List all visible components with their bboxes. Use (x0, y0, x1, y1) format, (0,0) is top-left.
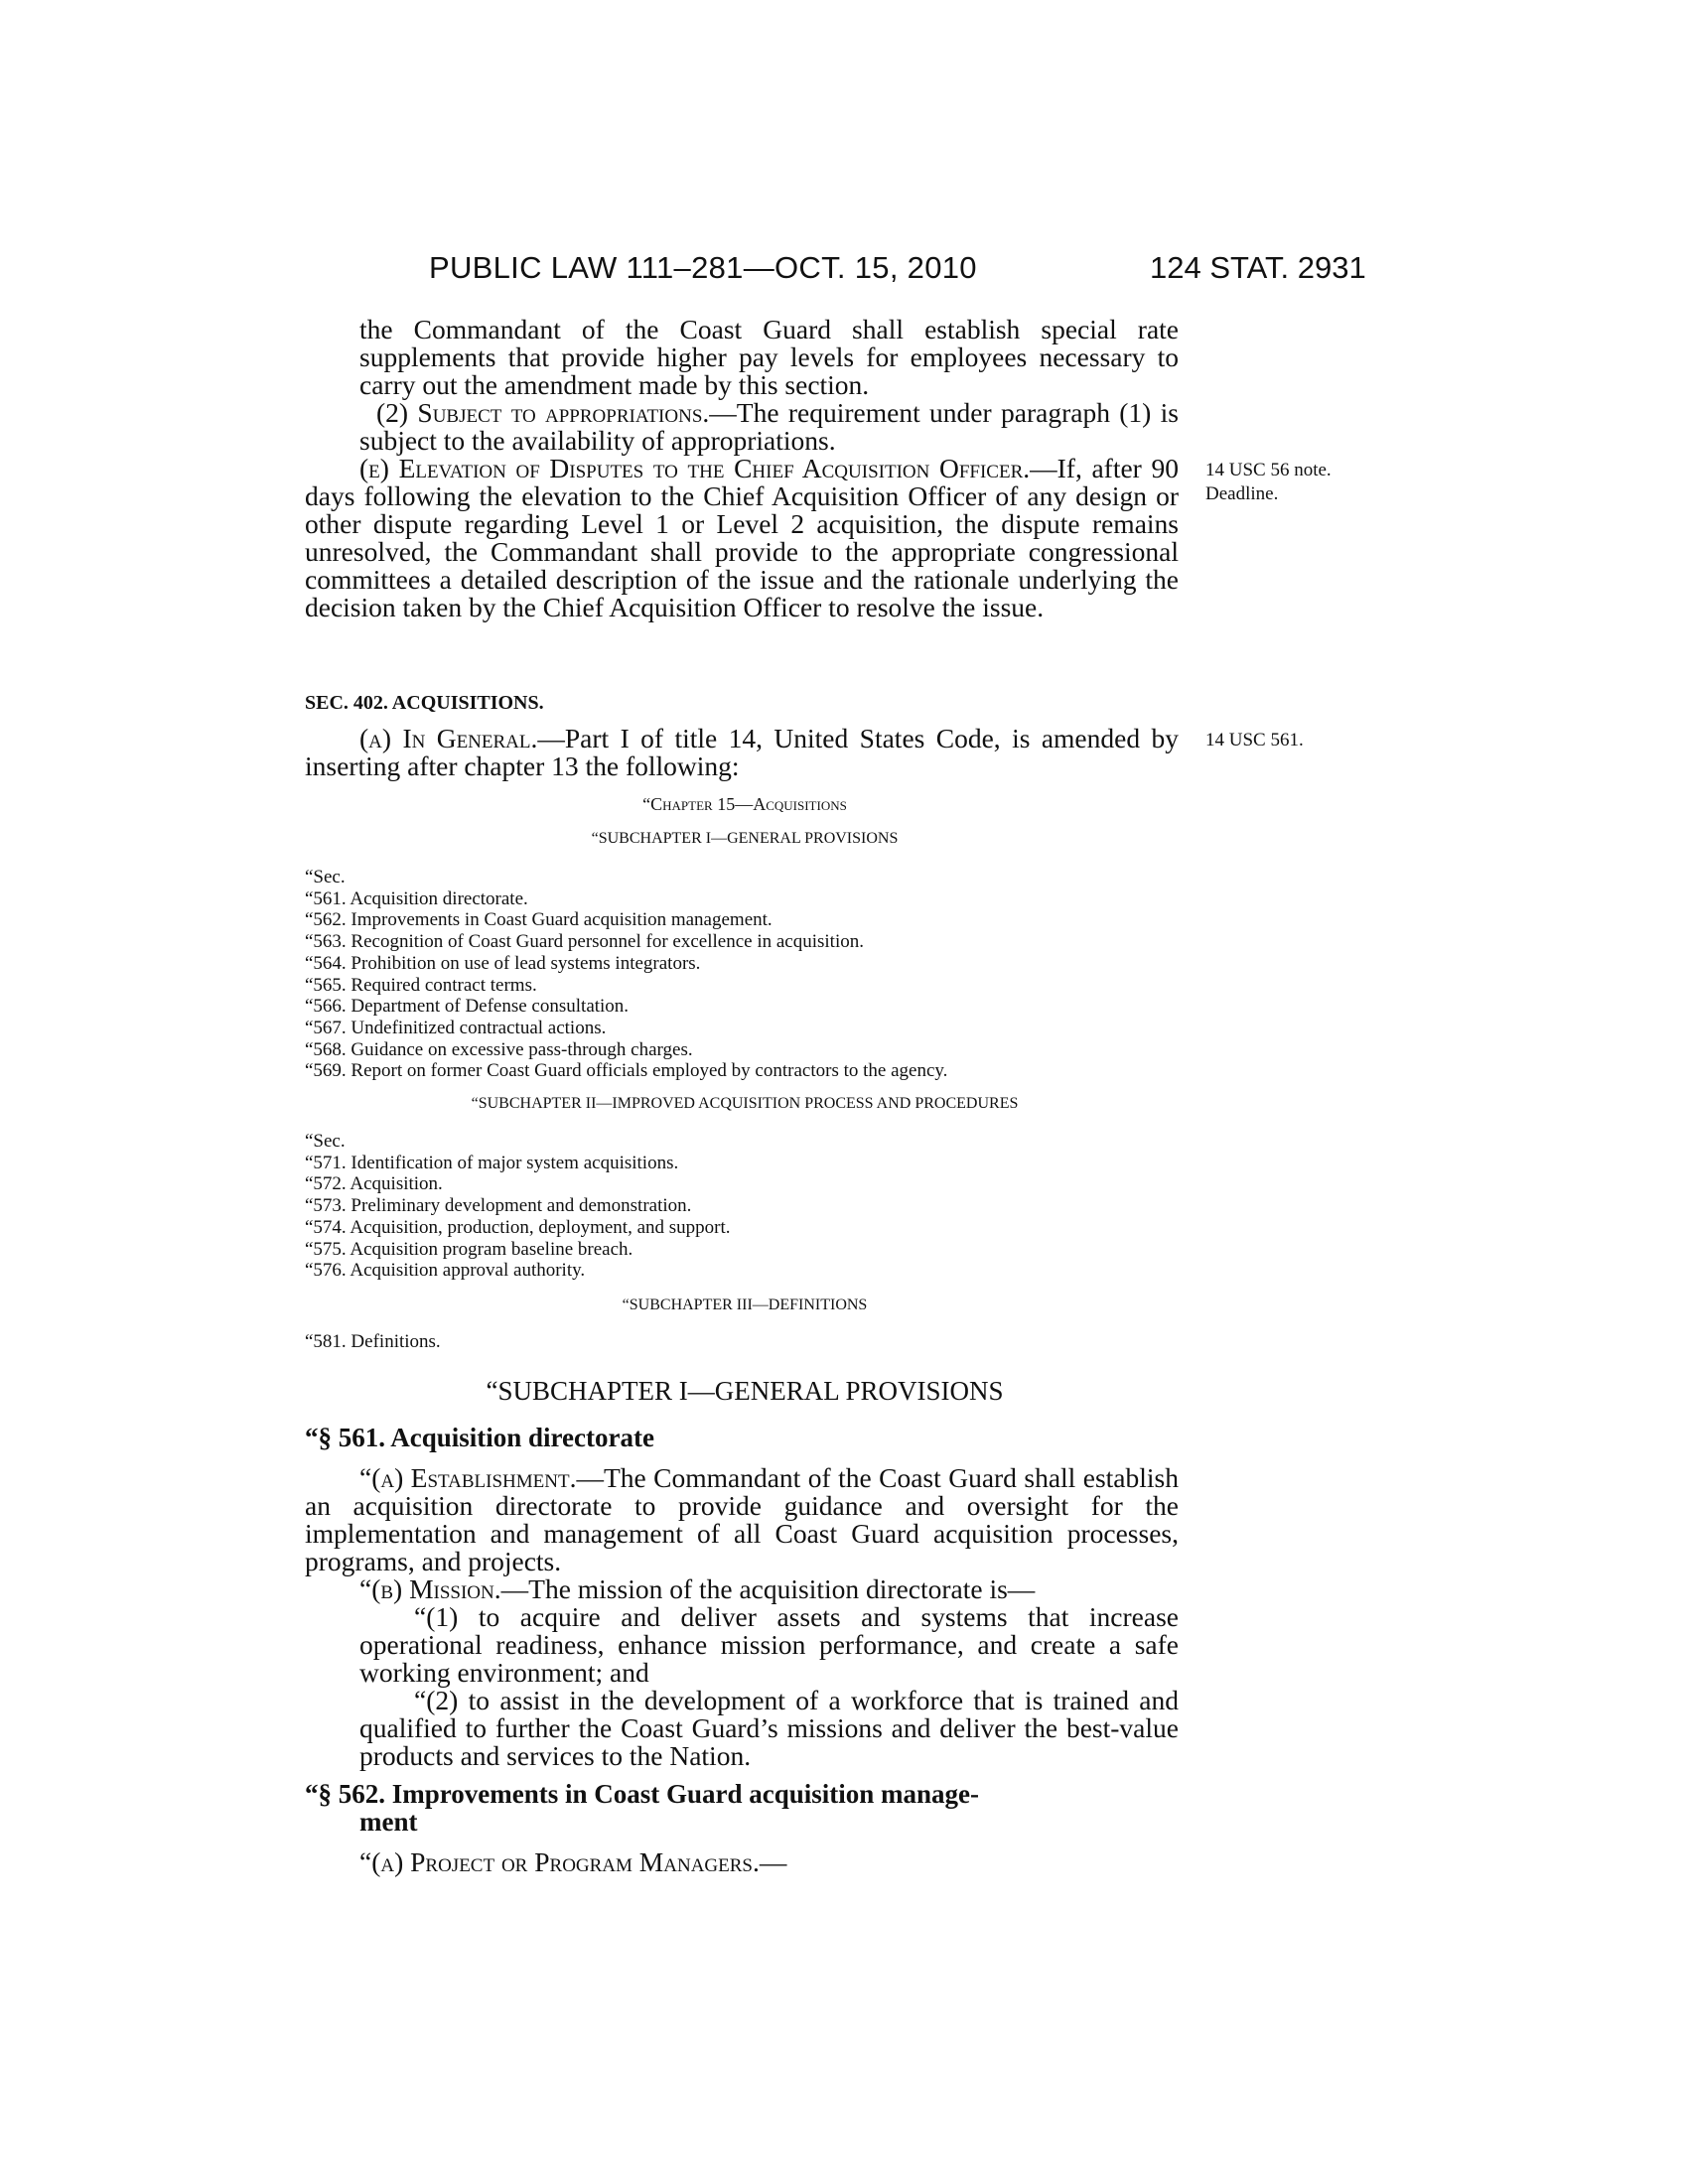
margin-note-14usc561: 14 USC 561. (1205, 730, 1304, 751)
sec402-in-general (305, 725, 1179, 780)
margin-note-14usc56 (1205, 459, 1332, 506)
subchapter-1-title: “SUBCHAPTER I—GENERAL PROVISIONS (486, 1376, 1004, 1406)
toc-item: “569. Report on former Coast Guard officials employed by contractors to the agency. (305, 1060, 948, 1082)
para-label: “(b) Mission. (359, 1573, 501, 1604)
para-text: —The requirement under paragraph (1) is subject to the availability of appropriations. (359, 397, 1180, 456)
margin-note-citation: 14 USC 56 note. (1205, 460, 1332, 480)
subchapter-3-toc-title: “SUBCHAPTER III—DEFINITIONS (622, 1297, 868, 1313)
toc-item: “564. Prohibition on use of lead systems integrators. (305, 952, 701, 974)
body-opening (305, 316, 1179, 621)
subchapter-2-toc-title: “SUBCHAPTER II—IMPROVED ACQUISITION PROCESS AND PROCEDURES (471, 1095, 1019, 1112)
toc-item: “567. Undefinitized contractual actions. (305, 1017, 607, 1038)
para-mission-1 (305, 1603, 1179, 1687)
margin-note-deadline: Deadline. (1205, 482, 1279, 504)
toc-item: “Sec. (305, 1131, 346, 1152)
para-label: (e) Elevation of Disputes to the Chief Acquisition Officer. (359, 453, 1031, 483)
para-label: (a) In General. (359, 723, 538, 753)
toc-subchapter-1-list (305, 867, 1198, 1082)
para-project-managers (305, 1848, 1179, 1876)
chapter-title: “Chapter 15—Acquisitions (642, 794, 847, 814)
toc-item: “563. Recognition of Coast Guard personnel for excellence in acquisition. (305, 931, 864, 953)
para-elevation-of-disputes (305, 455, 1179, 621)
running-head-stat: 124 STAT. 2931 (1150, 250, 1366, 285)
section-561-body (305, 1464, 1179, 1770)
section-heading: SEC. 402. ACQUISITIONS. (305, 692, 544, 714)
toc-item: “573. Preliminary development and demonstration. (305, 1195, 692, 1217)
section-562-title-line1: “§ 562. Improvements in Coast Guard acquisition manage- (305, 1779, 980, 1809)
toc-item: “572. Acquisition. (305, 1173, 443, 1195)
toc-item: “565. Required contract terms. (305, 974, 537, 996)
para-label: “(a) Project or Program Managers. (359, 1846, 760, 1877)
toc-item: “574. Acquisition, production, deployment, and support. (305, 1216, 731, 1238)
para-text: “(1) to acquire and deliver assets and systems that increase operational readiness, enhance mission performance, and create a safe working environment; and (359, 1601, 1179, 1688)
para-label: (2) Subject to appropriations. (376, 397, 710, 428)
toc-item: “Sec. (305, 867, 346, 887)
toc-item: “568. Guidance on excessive pass-through charges. (305, 1038, 693, 1060)
para-text: —The Commandant of the Coast Guard shall establish an acquisition directorate to provide guidance and oversight for the implementation and management of all Coast Guard acquisition processes, programs, and projects. (305, 1462, 1179, 1576)
para-text: —Part I of title 14, United States Code, is amended by inserting after chapter 13 the following: (305, 723, 1179, 781)
subchapter-1-toc-title: “SUBCHAPTER I—GENERAL PROVISIONS (591, 830, 899, 847)
toc-item: “571. Identification of major system acquisitions. (305, 1152, 679, 1173)
para-text: — (759, 1846, 787, 1877)
running-head-title: PUBLIC LAW 111–281—OCT. 15, 2010 (429, 250, 977, 285)
para-text: —If, after 90 days following the elevation to the Chief Acquisition Officer of any design or other dispute regarding Level 1 or Level 2 acquisition, the dispute remains unresolved, the Commandant shall provide to the appropriate congressional committees a detailed description of the issue and the rationale underlying the decision taken by the Chief Acquisition Officer to resolve the issue. (305, 453, 1179, 622)
toc-subchapter-3-list (305, 1331, 1198, 1353)
para-text: —The mission of the acquisition directorate is— (500, 1573, 1036, 1604)
toc-item: “575. Acquisition program baseline breach. (305, 1238, 633, 1260)
toc-item: “581. Definitions. (305, 1331, 441, 1352)
toc-item: “561. Acquisition directorate. (305, 887, 528, 909)
section-562-title-line2: ment (359, 1807, 418, 1837)
toc-subchapter-2-list (305, 1131, 1198, 1282)
section-562-title (305, 1780, 1179, 1836)
para-continuation: the Commandant of the Coast Guard shall establish special rate supplements that provide higher pay levels for employees necessary to carry out the amendment made by this section. (359, 314, 1179, 400)
para-establishment (305, 1464, 1179, 1575)
toc-item: “562. Improvements in Coast Guard acquisition management. (305, 909, 773, 931)
para-mission (305, 1575, 1179, 1603)
section-562-body (305, 1848, 1179, 1876)
section-561-title: “§ 561. Acquisition directorate (305, 1423, 654, 1452)
para-subject-to-appropriations (305, 399, 1179, 455)
para-text: “(2) to assist in the development of a workforce that is trained and qualified to further the Coast Guard’s missions and deliver the best-value products and services to the Nation. (359, 1685, 1179, 1771)
toc-item: “566. Department of Defense consultation. (305, 996, 630, 1018)
toc-item: “576. Acquisition approval authority. (305, 1260, 586, 1282)
para-mission-2 (305, 1687, 1179, 1770)
para-label: “(a) Establishment. (359, 1462, 577, 1493)
